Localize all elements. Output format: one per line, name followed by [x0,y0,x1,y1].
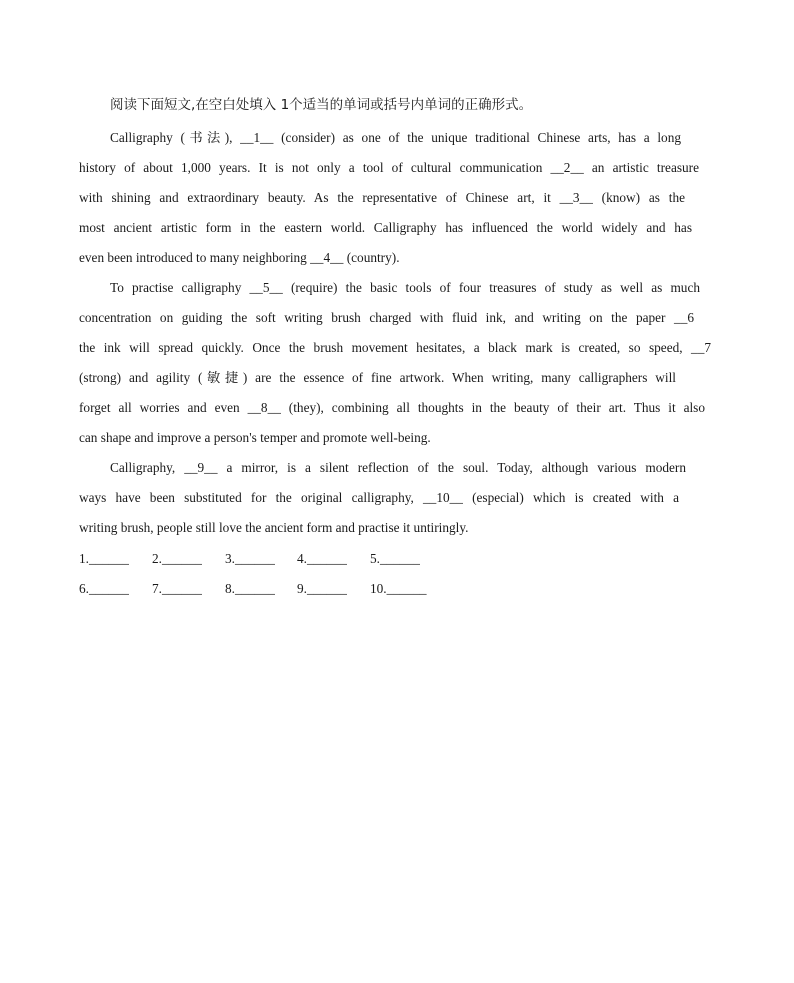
instruction-text: 阅读下面短文,在空白处填入 1个适当的单词或括号内单词的正确形式。 [110,97,533,113]
answer-blank-2[interactable]: 2.______ [152,551,202,566]
paragraph2-line4: (strong) and agility (敏捷) are the essence of fine artwork. When writing, many calligraphers will [79,370,676,385]
paragraph2-line5: forget all worries and even __8__ (they), combining all thoughts in the beauty of their art. Thus it also [79,400,705,415]
paragraph2-line3: the ink will spread quickly. Once the brush movement hesitates, a black mark is created, so speed, __7 [79,340,711,355]
answer-blank-3[interactable]: 3.______ [225,551,275,566]
paragraph1-line5: even been introduced to many neighboring __4__ (country). [79,250,400,265]
paragraph1-line4: most ancient artistic form in the eastern world. Calligraphy has influenced the world widely and has [79,220,692,235]
paragraph1-line2: history of about 1,000 years. It is not only a tool of cultural communication __2__ an artistic treasure [79,160,699,175]
answer-blank-7[interactable]: 7.______ [152,581,202,596]
paragraph3-line2: ways have been substituted for the original calligraphy, __10__ (especial) which is created with a [79,490,679,505]
answer-blank-8[interactable]: 8.______ [225,581,275,596]
answer-blank-4[interactable]: 4.______ [297,551,347,566]
paragraph1-line1: Calligraphy (书法), __1__ (consider) as one of the unique traditional Chinese arts, has a long [110,130,681,145]
answer-blank-9[interactable]: 9.______ [297,581,347,596]
paragraph3-line3: writing brush, people still love the ancient form and practise it untiringly. [79,520,469,535]
paragraph2-line1: To practise calligraphy __5__ (require) the basic tools of four treasures of study as well as much [110,280,700,295]
paragraph2-line2: concentration on guiding the soft writing brush charged with fluid ink, and writing on the paper __6 [79,310,694,325]
answer-blank-5[interactable]: 5.______ [370,551,420,566]
answer-blank-10[interactable]: 10.______ [370,581,427,596]
paragraph1-line3: with shining and extraordinary beauty. As the representative of Chinese art, it __3__ (know) as the [79,190,685,205]
answer-blank-6[interactable]: 6.______ [79,581,129,596]
paragraph3-line1: Calligraphy, __9__ a mirror, is a silent reflection of the soul. Today, although various modern [110,460,686,475]
answer-blank-1[interactable]: 1.______ [79,551,129,566]
paragraph2-line6: can shape and improve a person's temper and promote well-being. [79,430,431,445]
